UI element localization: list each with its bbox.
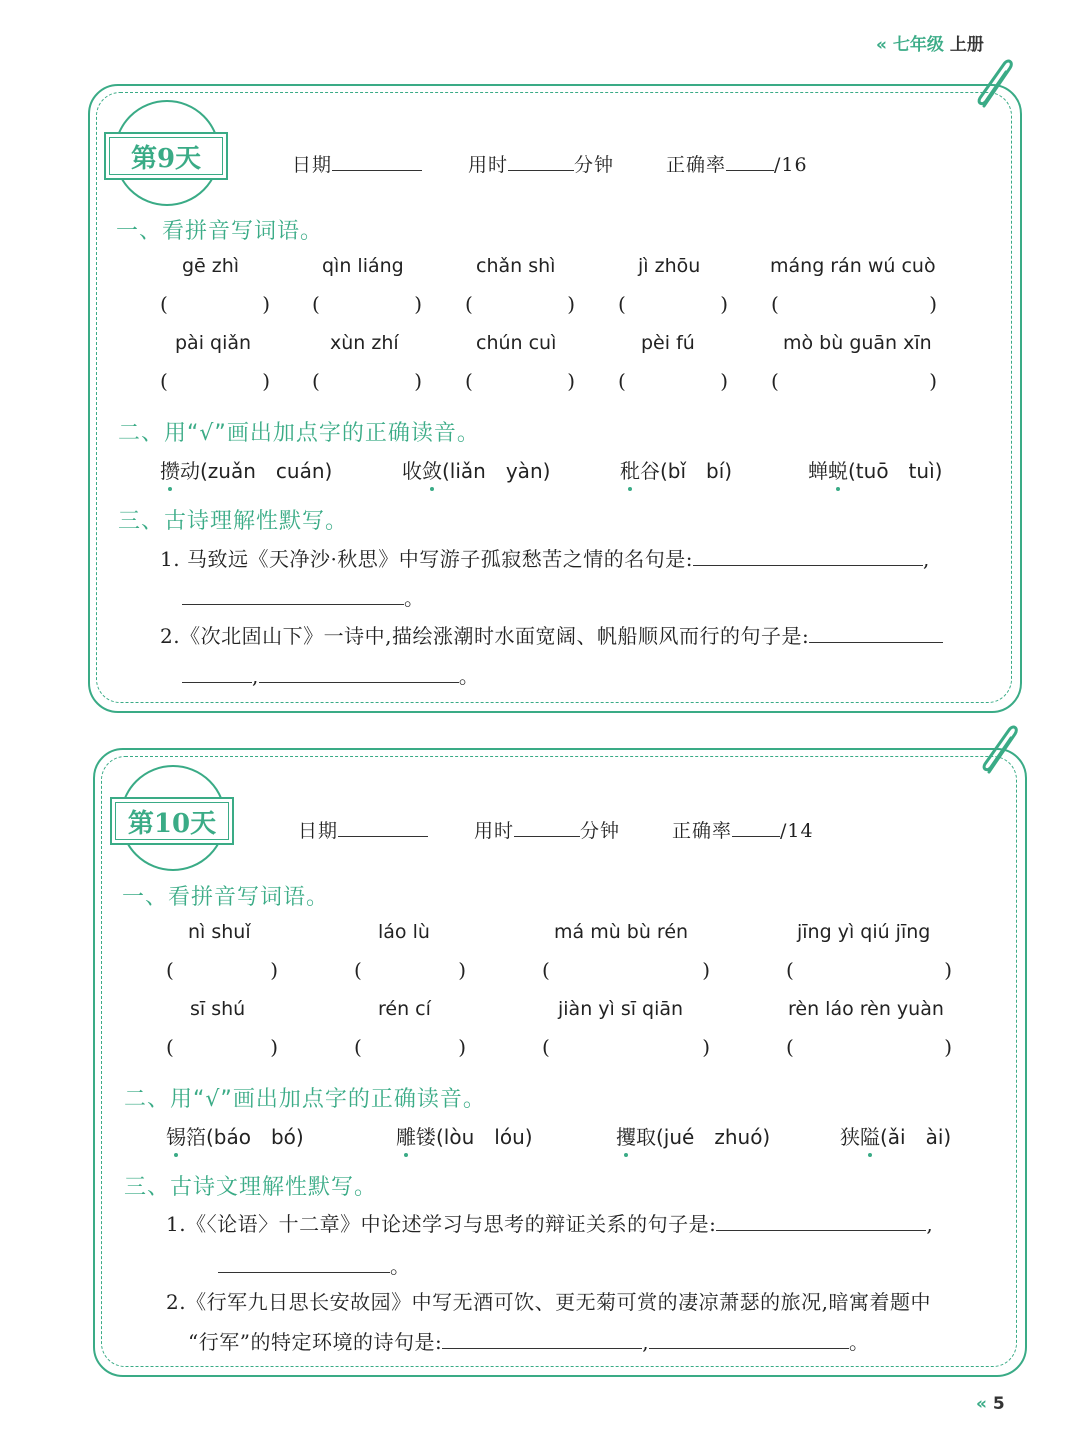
reading-item[interactable]: 收敛(liǎn yàn) <box>402 459 551 483</box>
pinyin-item: rén cí <box>378 998 431 1020</box>
page-number: 5 <box>992 1394 1005 1414</box>
paperclip-icon <box>975 722 1027 778</box>
pinyin-item: sī shú <box>190 998 246 1020</box>
day9-section1-title: 一、看拼音写词语。 <box>116 219 324 244</box>
day9-badge <box>104 110 226 200</box>
answer-box[interactable]: ( ) <box>771 369 937 393</box>
day10-section2-title: 二、用“√”画出加点字的正确读音。 <box>124 1087 486 1112</box>
day9-meta <box>292 150 422 177</box>
time-label: 用时 <box>474 820 515 842</box>
accuracy-blank[interactable] <box>726 152 774 171</box>
answer-blank[interactable] <box>218 1254 390 1273</box>
day9-time <box>468 150 614 177</box>
answer-blank[interactable] <box>809 624 943 643</box>
answer-box[interactable]: ( ) <box>542 1035 710 1059</box>
day10-time <box>474 816 620 843</box>
reading-item[interactable]: 锡箔(báo bó) <box>166 1125 304 1149</box>
answer-box[interactable]: ( ) <box>771 292 937 316</box>
date-label: 日期 <box>298 820 339 842</box>
paperclip-icon <box>970 56 1022 112</box>
time-blank[interactable] <box>508 152 574 171</box>
day10-badge <box>110 775 232 865</box>
answer-box[interactable]: ( ) <box>465 292 575 316</box>
time-unit: 分钟 <box>574 154 615 176</box>
answer-box[interactable]: ( ) <box>618 369 728 393</box>
reading-item[interactable]: 狭隘(ǎi ài) <box>840 1125 952 1149</box>
pinyin-item: gē zhì <box>182 255 240 277</box>
answer-box[interactable]: ( ) <box>354 1035 466 1059</box>
double-chevron-left-icon: « <box>876 35 887 55</box>
day9-accuracy <box>666 150 808 177</box>
day10-accuracy <box>672 816 814 843</box>
pinyin-item: máng rán wú cuò <box>770 255 936 277</box>
accuracy-total: /16 <box>774 154 808 176</box>
accuracy-total: /14 <box>780 820 814 842</box>
day10-q2-line2: “行军”的特定环境的诗句是: , 。 <box>188 1330 870 1354</box>
answer-box[interactable]: ( ) <box>160 369 270 393</box>
answer-box[interactable]: ( ) <box>312 369 422 393</box>
pinyin-item: má mù bù rén <box>554 921 689 943</box>
reading-item[interactable]: 攒动(zuǎn cuán) <box>160 459 333 483</box>
answer-box[interactable]: ( ) <box>166 958 278 982</box>
reading-item[interactable]: 雕镂(lòu lóu) <box>396 1125 533 1149</box>
answer-blank[interactable] <box>716 1212 926 1231</box>
pinyin-item: chǎn shì <box>476 255 556 277</box>
date-blank[interactable] <box>338 818 428 837</box>
day10-q1-line2: 。 <box>218 1250 411 1279</box>
pinyin-item: jīng yì qiú jīng <box>797 921 931 943</box>
day9-q1: 1. 马致远《天净沙·秋思》中写游子孤寂愁苦之情的名句是: , <box>160 547 930 571</box>
answer-blank[interactable] <box>259 664 459 683</box>
answer-box[interactable]: ( ) <box>166 1035 278 1059</box>
pinyin-item: rèn láo rèn yuàn <box>788 998 944 1020</box>
pinyin-item: xùn zhí <box>330 332 399 354</box>
day9-q1-line2: 。 <box>182 582 425 611</box>
pinyin-item: pài qiǎn <box>175 332 252 354</box>
answer-box[interactable]: ( ) <box>618 292 728 316</box>
pinyin-item: pèi fú <box>641 332 695 354</box>
answer-box[interactable]: ( ) <box>354 958 466 982</box>
answer-box[interactable]: ( ) <box>312 292 422 316</box>
day9-card-inner <box>96 92 1012 703</box>
reading-item[interactable]: 攫取(jué zhuó) <box>616 1125 771 1149</box>
day9-section2-title: 二、用“√”画出加点字的正确读音。 <box>118 421 480 446</box>
double-chevron-left-icon: « <box>976 1394 987 1414</box>
day9-q2-line2: , 。 <box>182 660 479 689</box>
reading-item[interactable]: 秕谷(bǐ bí) <box>620 459 733 483</box>
day10-section3-title: 三、古诗文理解性默写。 <box>124 1175 378 1200</box>
day10-section1-title: 一、看拼音写词语。 <box>122 885 330 910</box>
pinyin-item: láo lù <box>378 921 430 943</box>
page-footer <box>976 1394 1005 1414</box>
time-unit: 分钟 <box>580 820 621 842</box>
pinyin-item: qìn liáng <box>322 255 404 277</box>
volume-label: 上册 <box>949 35 984 55</box>
answer-box[interactable]: ( ) <box>786 1035 952 1059</box>
accuracy-label: 正确率 <box>672 820 733 842</box>
grade-label: 七年级 <box>892 35 944 55</box>
pinyin-item: jiàn yì sī qiān <box>558 998 684 1020</box>
day10-q1: 1.《〈论语〉十二章》中论述学习与思考的辩证关系的句子是: , <box>166 1212 934 1236</box>
answer-box[interactable]: ( ) <box>160 292 270 316</box>
answer-box[interactable]: ( ) <box>542 958 710 982</box>
answer-box[interactable]: ( ) <box>786 958 952 982</box>
accuracy-blank[interactable] <box>732 818 780 837</box>
accuracy-label: 正确率 <box>666 154 727 176</box>
answer-blank[interactable] <box>693 547 923 566</box>
pinyin-item: mò bù guān xīn <box>783 332 932 354</box>
day10-badge-text: 第10天 <box>115 802 229 840</box>
time-blank[interactable] <box>514 818 580 837</box>
day9-section3-title: 三、古诗理解性默写。 <box>118 509 349 534</box>
date-label: 日期 <box>292 154 333 176</box>
answer-blank[interactable] <box>649 1330 849 1349</box>
pinyin-item: nì shuǐ <box>188 921 251 943</box>
reading-item[interactable]: 蝉蜕(tuō tuì) <box>808 459 943 483</box>
time-label: 用时 <box>468 154 509 176</box>
date-blank[interactable] <box>332 152 422 171</box>
page-header <box>876 30 984 55</box>
day9-badge-text: 第9天 <box>109 137 223 175</box>
day10-q2: 2.《行军九日思长安故园》中写无酒可饮、更无菊可赏的凄凉萧瑟的旅况,暗寓着题中 <box>166 1290 931 1314</box>
day9-q2: 2.《次北固山下》一诗中,描绘涨潮时水面宽阔、帆船顺风而行的句子是: <box>160 620 943 649</box>
answer-blank[interactable] <box>182 586 404 605</box>
pinyin-item: chún cuì <box>476 332 557 354</box>
answer-blank[interactable] <box>442 1330 642 1349</box>
pinyin-item: jì zhōu <box>638 255 701 277</box>
day10-meta <box>298 816 428 843</box>
answer-blank[interactable] <box>182 664 252 683</box>
answer-box[interactable]: ( ) <box>465 369 575 393</box>
